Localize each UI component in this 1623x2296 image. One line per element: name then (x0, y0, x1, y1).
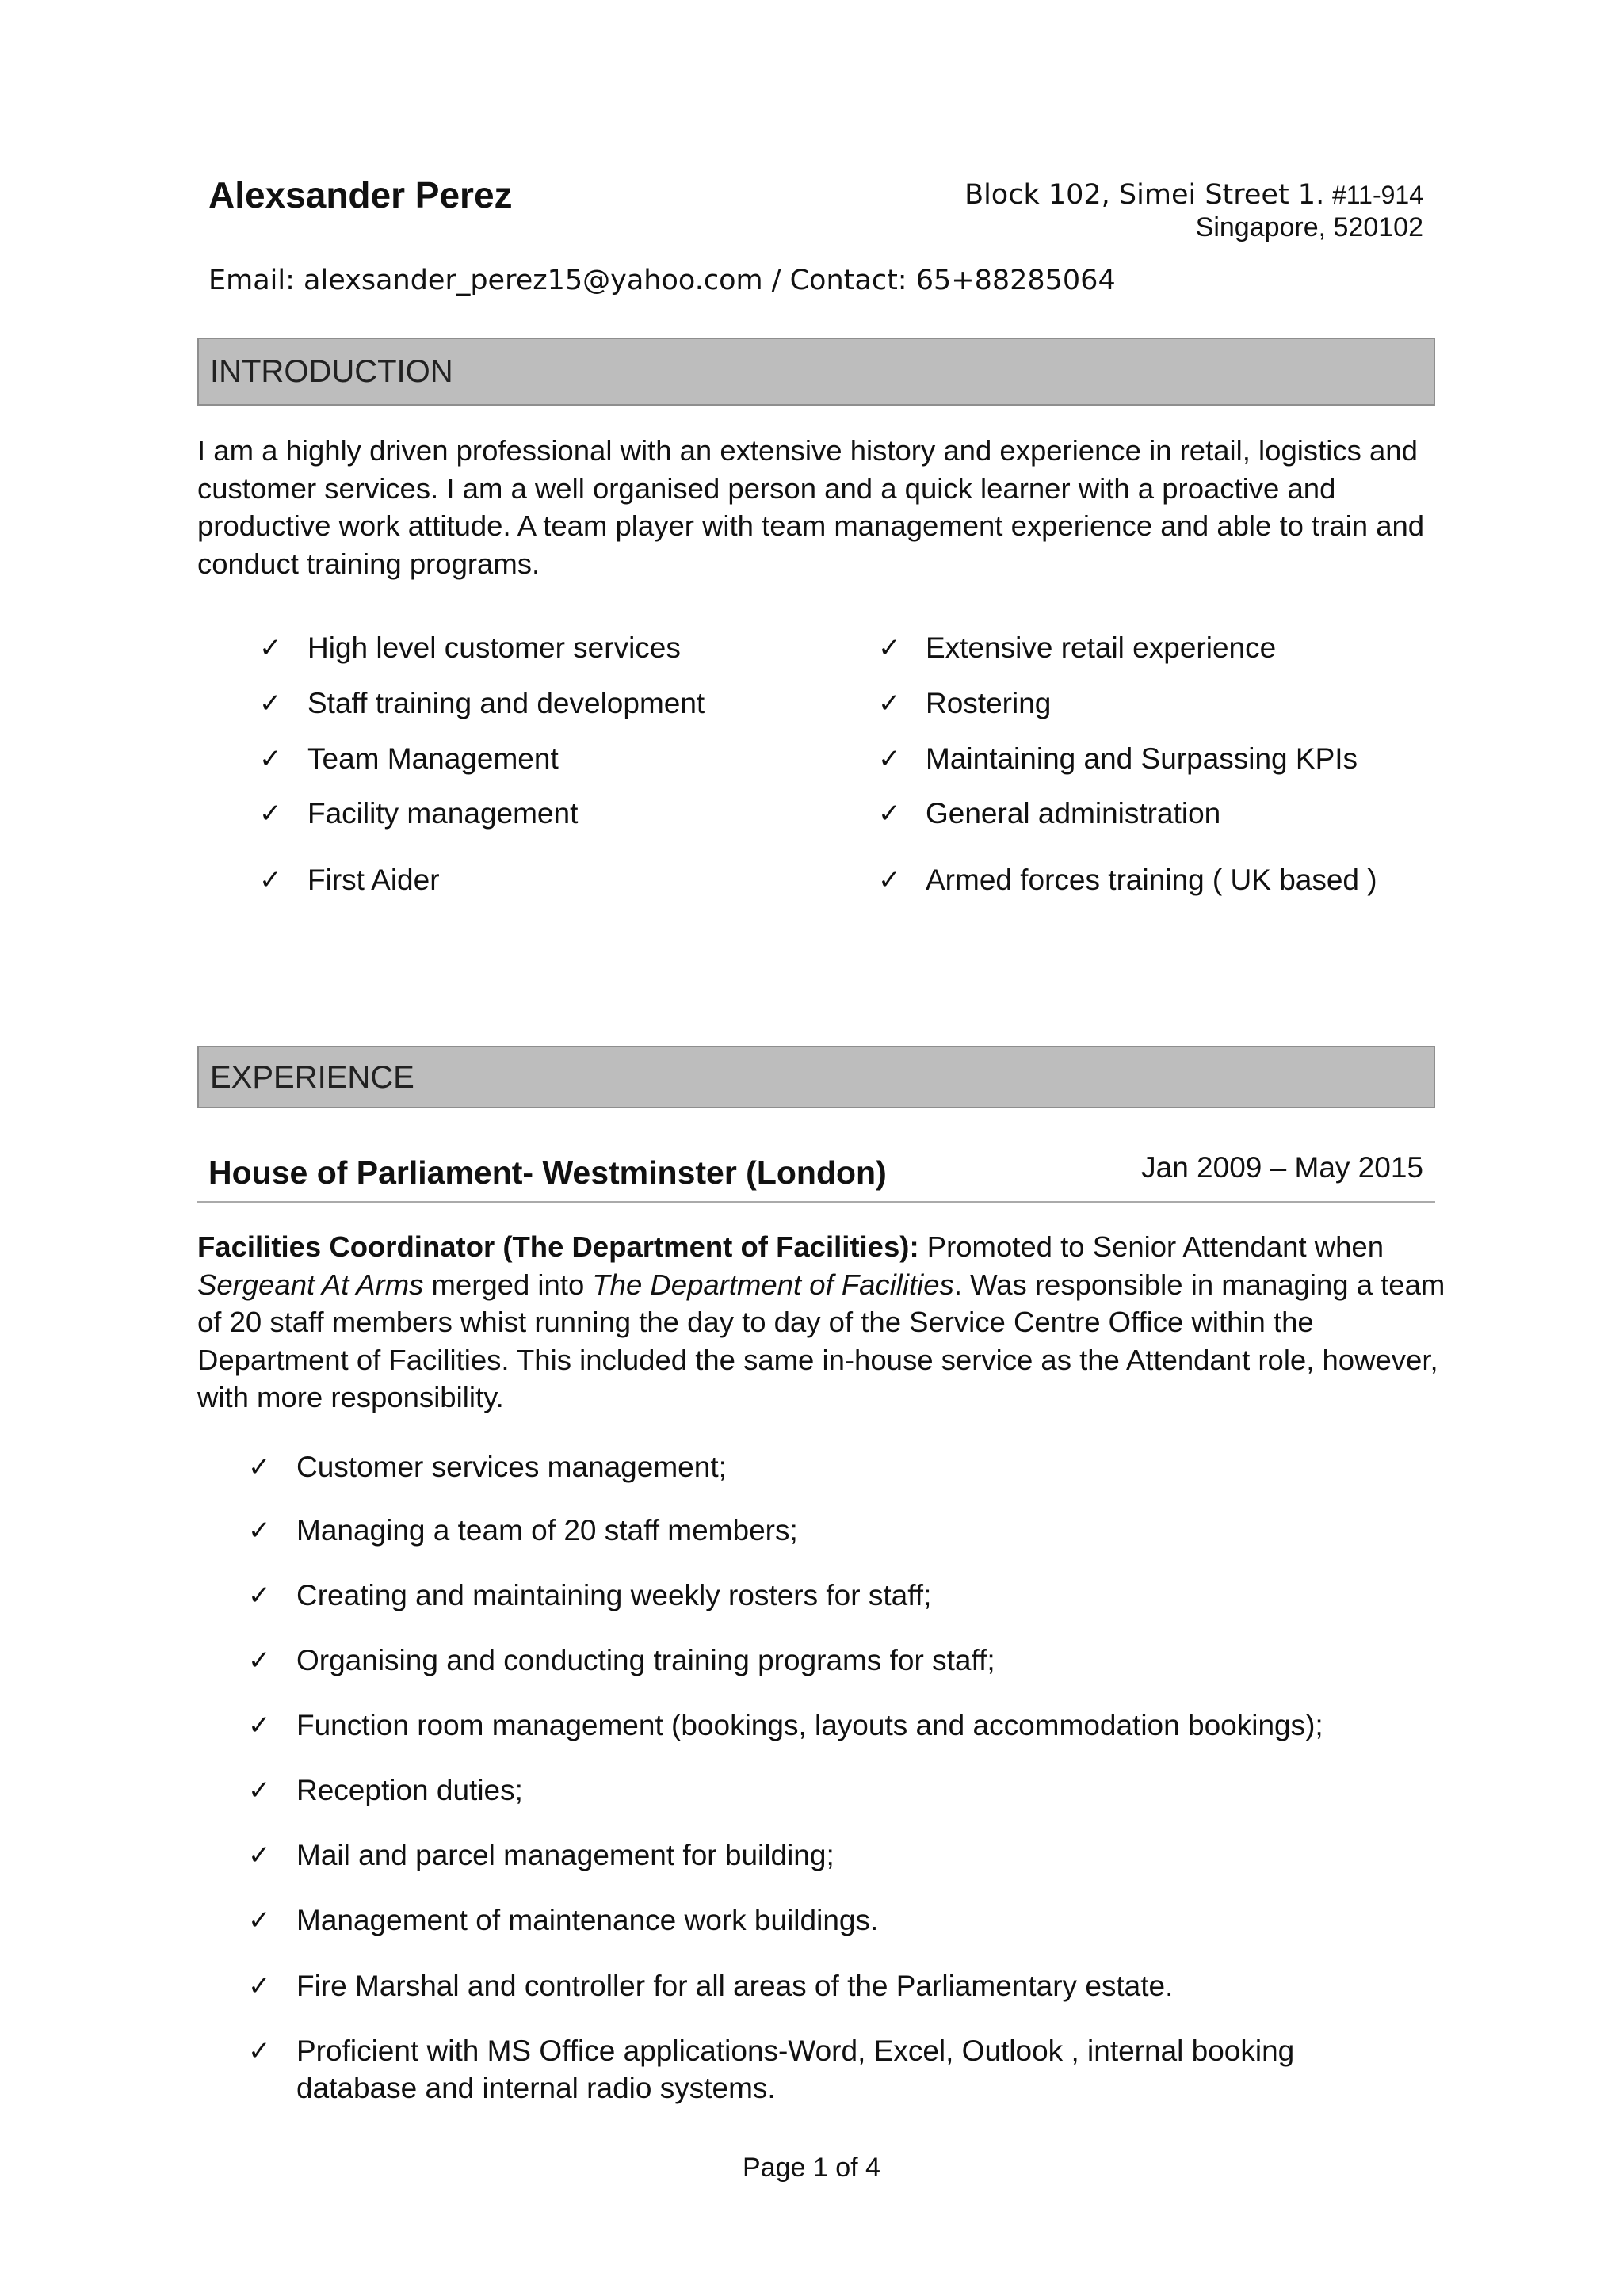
skill-item: Extensive retail experience (926, 631, 1277, 664)
skill-item: Team Management (307, 742, 559, 775)
checkmark-icon: ✓ (259, 743, 282, 775)
checkmark-icon: ✓ (878, 688, 901, 719)
introduction-heading: INTRODUCTION (210, 354, 453, 389)
duty-item: Management of maintenance work buildings. (296, 1904, 879, 1936)
checkmark-icon: ✓ (259, 688, 282, 719)
skill-item: Facility management (307, 797, 579, 830)
checkmark-icon: ✓ (248, 2035, 271, 2067)
skill-item: General administration (926, 797, 1221, 830)
address-line-1 (964, 176, 1423, 214)
contact-line: Email: alexsander_perez15@yahoo.com / Contact: 65+88285064 (208, 265, 1116, 296)
employer-name: House of Parliament- Westminster (London) (208, 1154, 887, 1191)
duty-item: Function room management (bookings, layouts and accommodation bookings); (296, 1709, 1323, 1741)
checkmark-icon: ✓ (878, 632, 901, 664)
address-line-2: Singapore, 520102 (1195, 212, 1423, 242)
skill-item: Armed forces training ( UK based ) (926, 864, 1377, 896)
role-desc-italic: Sergeant At Arms (197, 1268, 424, 1301)
checkmark-icon: ✓ (248, 1840, 271, 1871)
role-title: Facilities Coordinator (The Department of Facilities): (197, 1230, 919, 1263)
role-desc-italic: The Department of Facilities (592, 1268, 954, 1301)
checkmark-icon: ✓ (878, 798, 901, 830)
checkmark-icon: ✓ (248, 1515, 271, 1547)
experience-heading: EXPERIENCE (210, 1060, 414, 1095)
checkmark-icon: ✓ (259, 798, 282, 830)
role-desc-text: Promoted to Senior Attendant when (918, 1230, 1384, 1263)
divider (197, 1201, 1435, 1203)
skill-item: Staff training and development (307, 687, 705, 719)
checkmark-icon: ✓ (248, 1645, 271, 1676)
duty-item: Organising and conducting training programs for staff; (296, 1644, 995, 1676)
experience-section-header (197, 1046, 1435, 1108)
employment-dates: Jan 2009 – May 2015 (1141, 1151, 1423, 1184)
checkmark-icon: ✓ (248, 1970, 271, 2002)
duty-item: Managing a team of 20 staff members; (296, 1514, 798, 1547)
checkmark-icon: ✓ (259, 864, 282, 896)
checkmark-icon: ✓ (259, 632, 282, 664)
role-desc-text: merged into (423, 1268, 593, 1301)
introduction-paragraph: I am a highly driven professional with an extensive history and experience in retail, logistics and customer services. I am a well organised person and a quick learner with a proactive and productive work attitude. A team player with team management experience and able to train and conduct training programs. (197, 434, 1425, 580)
address-unit: #11-914 (1331, 181, 1423, 209)
skill-item: Rostering (926, 687, 1052, 719)
role-desc-text: . Was responsible in managing a team of 20 staff members whist running the day to day of the Service Centre Office within the Department of Facilities. This included the same in-house service as the Attendant role, however, with more responsibility. (197, 1268, 1445, 1413)
duty-item: Mail and parcel management for building; (296, 1839, 834, 1871)
checkmark-icon: ✓ (248, 1775, 271, 1806)
candidate-name: Alexsander Perez (208, 174, 513, 215)
duty-item: Creating and maintaining weekly rosters for staff; (296, 1579, 932, 1611)
duty-item: Proficient with MS Office applications-Word, Excel, Outlook , internal booking (296, 2035, 1295, 2067)
checkmark-icon: ✓ (878, 864, 901, 896)
duty-item: Reception duties; (296, 1774, 523, 1806)
checkmark-icon: ✓ (878, 743, 901, 775)
skill-item: High level customer services (307, 631, 681, 664)
checkmark-icon: ✓ (248, 1905, 271, 1936)
address-street: Block 102, Simei Street 1. (964, 179, 1325, 211)
role-description (197, 1228, 1449, 1417)
duty-item: Customer services management; (296, 1451, 727, 1483)
page-number: Page 1 of 4 (743, 2153, 880, 2183)
skill-item: Maintaining and Surpassing KPIs (926, 742, 1358, 775)
checkmark-icon: ✓ (248, 1580, 271, 1611)
introduction-section-header (197, 338, 1435, 406)
duty-item: Fire Marshal and controller for all areas of the Parliamentary estate. (296, 1970, 1174, 2002)
checkmark-icon: ✓ (248, 1451, 271, 1483)
duty-item-continued: database and internal radio systems. (296, 2072, 776, 2104)
checkmark-icon: ✓ (248, 1710, 271, 1741)
skill-item: First Aider (307, 864, 440, 896)
